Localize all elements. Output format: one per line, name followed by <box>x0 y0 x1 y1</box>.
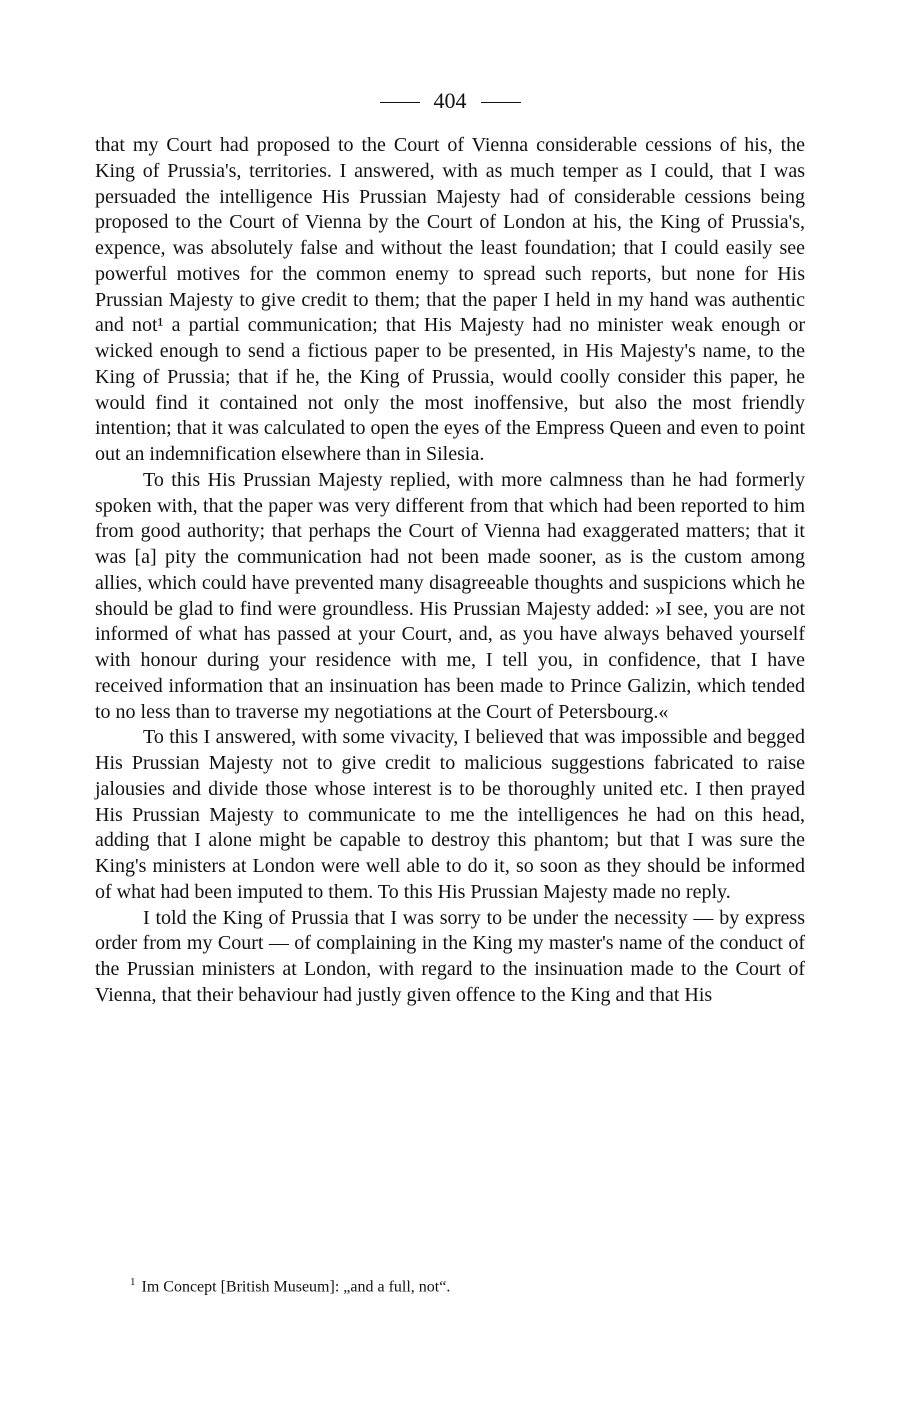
page-header <box>0 86 900 116</box>
footnote-text: Im Concept [British Museum]: „and a full, not“. <box>141 1278 451 1296</box>
paragraph: I told the King of Prussia that I was sorry to be under the necessity — by express order from my Court — of complaining in the King my master's name of the conduct of the Prussian ministers at London, with regard to the insinuation made to the Court of Vienna, that their behaviour had justly given offence to the King and that His <box>95 906 805 1006</box>
body-text <box>95 133 805 1009</box>
footnote <box>130 1271 810 1298</box>
header-rule-left <box>380 102 420 103</box>
header-rule-right <box>481 102 521 103</box>
paragraph: that my Court had proposed to the Court of Vienna considerable cessions of his, the King of Prussia's, territories. I answered, with as much temper as I could, that I was persuaded the intelligence His Prussian Majesty had of considerable cessions being proposed to the Court of Vienna by the Court of London at his, the King of Prussia's, expence, was absolutely false and without the least foundation; that I could easily see powerful motives for the common enemy to spread such reports, but none for His Prussian Majesty to give credit to them; that the paper I held in my hand was authentic and not¹ a partial communication; that His Majesty had no minister weak enough or wicked enough to send a fictious paper to be presented, in His Majesty's name, to the King of Prussia; that if he, the King of Prussia, would coolly consider this paper, he would find it contained not only the most inoffensive, but also the most friendly intention; that it was calculated to open the eyes of the Empress Queen and even to point out an indemnification elsewhere than in Silesia. <box>95 134 805 465</box>
paragraph: To this I answered, with some vivacity, I believed that was impossible and begged His Prussian Majesty not to give credit to malicious suggestions fabricated to raise jalousies and divide those whose interest is to be thoroughly united etc. I then prayed His Prussian Majesty to communicate to me the intelligences he had on this head, adding that I alone might be capable to destroy this phantom; but that I was sure the King's ministers at London were well able to do it, so soon as they should be informed of what had been imputed to them. To this His Prussian Majesty made no reply. <box>95 726 805 903</box>
footnote-marker: 1 <box>130 1276 136 1288</box>
page-number: 404 <box>433 88 467 113</box>
paragraph: To this His Prussian Majesty replied, with more calmness than he had formerly spoken with, that the paper was very different from that which had been reported to him from good authority; that perhaps the Court of Vienna had exaggerated matters; that it was [a] pity the communication had not been made sooner, as is the custom among allies, which could have prevented many disagreeable thoughts and suspicions which he should be glad to find were groundless. His Prussian Majesty added: »I see, you are not informed of what has passed at your Court, and, as you have always behaved yourself with honour during your residence with me, I tell you, in confidence, that I have received information that an insinuation has been made to Prince Galizin, which tended to no less than to traverse my negotiations at the Court of Petersbourg.« <box>95 468 805 723</box>
